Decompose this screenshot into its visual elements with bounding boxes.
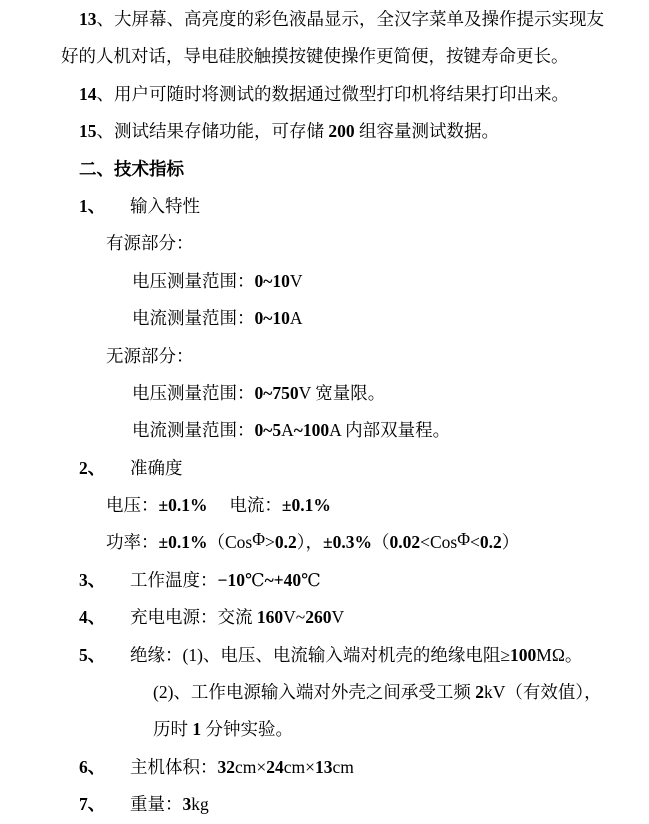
text-segment: MΩ <box>536 644 565 665</box>
text-segment: × <box>305 756 316 777</box>
text-segment: 0.2 <box>479 532 502 553</box>
list-number: 7、 <box>79 794 106 815</box>
text-segment: 输入特性 <box>130 195 200 216</box>
text-segment: −10 <box>217 569 245 590</box>
text-line <box>106 524 649 561</box>
text-line <box>79 450 649 487</box>
text-segment: 重量： <box>130 794 183 815</box>
text-line <box>79 599 649 636</box>
text-segment: 15 <box>79 121 97 142</box>
text-line <box>79 637 649 674</box>
text-segment: ±0.3% <box>323 532 372 553</box>
text-line <box>106 338 649 375</box>
text-segment: 3 <box>182 794 192 815</box>
text-segment: A <box>289 308 303 329</box>
text-line <box>106 225 649 262</box>
text-segment: 260 <box>305 607 332 628</box>
text-segment: ±0.1% <box>158 532 208 553</box>
text-segment: kV <box>484 682 506 703</box>
list-number: 6、 <box>79 756 106 777</box>
text-segment: 无源部分： <box>106 345 194 366</box>
text-segment: 0~10 <box>254 270 290 291</box>
text-segment: > <box>265 532 275 553</box>
text-line <box>106 487 649 524</box>
text-line <box>79 749 649 786</box>
text-segment: 13 <box>79 9 97 29</box>
text-segment: 电压测量范围： <box>132 270 255 291</box>
text-segment: 二、技术指标 <box>79 158 184 179</box>
list-number: 1、 <box>79 195 106 216</box>
text-segment: cm <box>332 756 354 777</box>
text-segment: (2)、工作电源输入端对外壳之间承受工频 <box>153 682 476 703</box>
text-segment: ±0.1% <box>158 495 208 516</box>
text-segment: 组容量测试数据。 <box>354 121 499 142</box>
text-segment: 主机体积： <box>130 756 218 777</box>
text-segment: V~ <box>283 607 306 628</box>
text-segment: V <box>289 270 303 291</box>
text-segment: 绝缘：(1)、电压、电流输入端对机壳的绝缘电阻≥ <box>130 644 511 665</box>
text-segment: 电流： <box>229 495 282 516</box>
text-segment: 好的人机对话，导电硅胶触摸按键使操作更简便，按键寿命更长。 <box>61 46 569 67</box>
text-segment: 2 <box>475 682 485 703</box>
text-segment: 历时 <box>153 719 193 740</box>
text-segment: （有效值）， <box>505 682 602 703</box>
text-line <box>61 38 649 75</box>
text-segment: 工作温度： <box>130 569 218 590</box>
text-segment: ）， <box>296 532 324 553</box>
text-segment: 0.2 <box>274 532 297 553</box>
text-segment: 充电电源：交流 <box>130 607 257 628</box>
list-number: 3、 <box>79 569 106 590</box>
text-segment: 准确度 <box>130 457 183 478</box>
text-segment: 32 <box>217 756 235 777</box>
text-segment: A 内部双量程。 <box>329 420 451 441</box>
list-number: 2、 <box>79 457 106 478</box>
text-line <box>79 786 649 823</box>
text-segment: V 宽量限。 <box>298 382 386 403</box>
text-segment: （ <box>372 532 390 553</box>
text-segment: ~100 <box>293 420 330 441</box>
text-segment: 、测试结果存储功能，可存储 <box>96 121 329 142</box>
text-segment: cm <box>235 756 257 777</box>
text-segment: 0~10 <box>254 308 290 329</box>
text-segment: 电压： <box>106 495 159 516</box>
text-segment: 13 <box>315 756 333 777</box>
text-line <box>153 711 649 748</box>
list-number: 4、 <box>79 607 106 628</box>
text-segment: 0.02 <box>389 532 421 553</box>
text-segment: 。 <box>564 644 583 665</box>
text-line <box>79 113 649 150</box>
text-segment: 14 <box>79 83 97 104</box>
text-segment: 1 <box>192 719 202 740</box>
text-segment: < <box>470 532 480 553</box>
text-segment: 电流测量范围： <box>132 420 255 441</box>
text-line <box>132 263 649 300</box>
text-segment: × <box>256 756 267 777</box>
text-line <box>79 562 649 599</box>
text-segment: 0~750 <box>254 382 299 403</box>
text-segment: 24 <box>266 756 284 777</box>
text-segment: 160 <box>256 607 284 628</box>
text-segment: V <box>331 607 345 628</box>
text-line <box>132 375 649 412</box>
text-segment: 电压测量范围： <box>132 382 255 403</box>
text-segment: ℃ <box>244 569 265 590</box>
text-segment: （Cos <box>207 532 253 553</box>
text-segment: cm <box>283 756 306 777</box>
text-segment: 、用户可随时将测试的数据通过微型打印机将结果打印出来。 <box>96 83 569 104</box>
text-line <box>79 1 649 38</box>
text-segment <box>207 495 229 515</box>
text-segment: 0~5 <box>254 420 282 441</box>
list-number: 5、 <box>79 644 106 665</box>
section-heading <box>79 151 649 188</box>
text-segment: A <box>281 420 294 441</box>
text-segment: ） <box>501 532 520 553</box>
text-line <box>79 188 649 225</box>
text-line <box>132 412 649 449</box>
text-line <box>132 300 649 337</box>
text-segment: 100 <box>510 644 537 665</box>
text-segment: Φ <box>457 529 471 550</box>
text-segment: ℃ <box>301 569 321 590</box>
text-line <box>79 76 649 113</box>
text-segment: Φ <box>252 529 266 550</box>
text-segment: ~+40 <box>264 569 302 590</box>
text-segment: 、大屏幕、高亮度的彩色液晶显示，全汉字菜单及操作提示实现友 <box>96 9 604 29</box>
text-segment: 200 <box>328 121 355 142</box>
text-segment: 有源部分： <box>106 233 194 254</box>
text-segment: ±0.1% <box>281 495 331 516</box>
text-segment: <Cos <box>420 532 458 553</box>
text-line <box>153 674 649 711</box>
text-segment: 分钟实验。 <box>201 719 293 740</box>
text-segment: 电流测量范围： <box>132 308 255 329</box>
text-segment: 功率： <box>106 532 159 553</box>
text-segment: kg <box>191 794 209 815</box>
